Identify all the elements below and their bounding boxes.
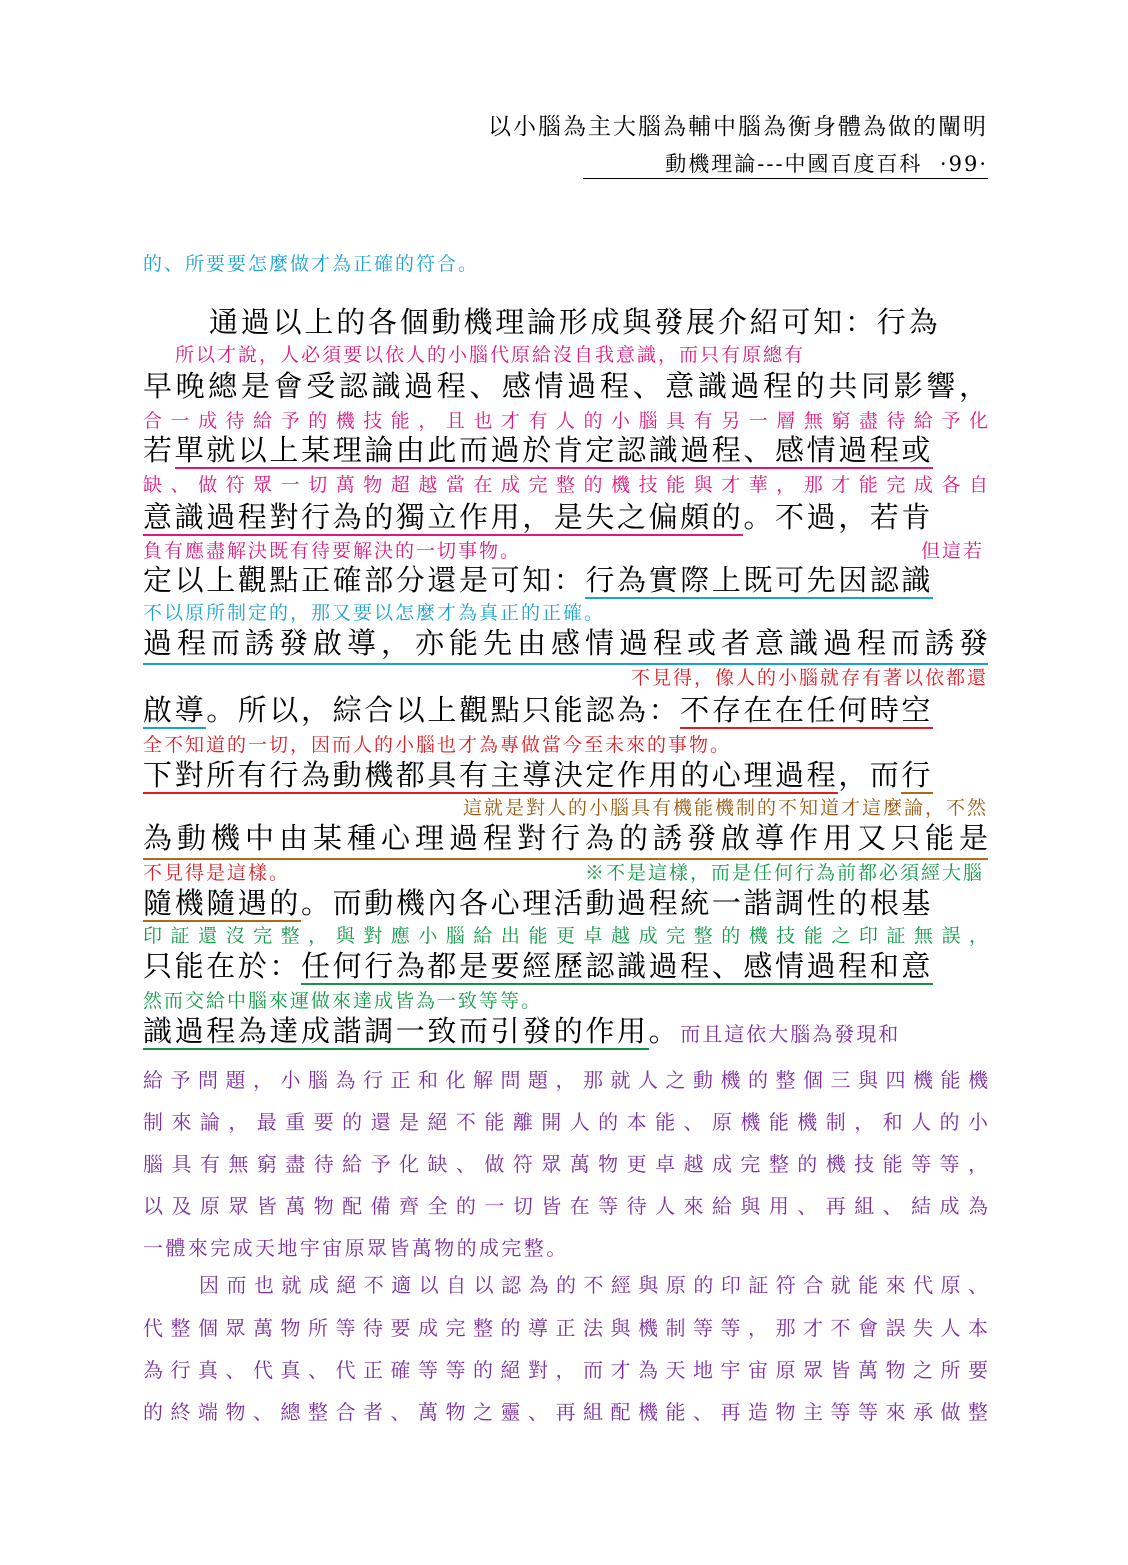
- body-line-3-lead: 若: [143, 433, 175, 467]
- header-rule: [583, 178, 988, 179]
- running-header-subtitle: [665, 148, 988, 178]
- paragraph-1-line: 腦具有無窮盡待給予化缺、做符眾萬物更卓越成完整的機技能等等，: [143, 1152, 988, 1176]
- header-subtitle-text: 動機理論---中國百度百科: [665, 152, 923, 176]
- annotation-line-5-right: 但這若: [920, 540, 984, 562]
- body-line-6-underlined: 過程而誘發啟導，亦能先由感情過程或者意識過程而誘發: [143, 623, 988, 665]
- annotation-line-6: 不以原所制定的，那又要以怎麼才為真正的正確。: [143, 602, 606, 624]
- page-number: ·99·: [939, 152, 988, 176]
- body-line-3-underlined: 單就以上某理論由此而過於肯定認識過程、感情過程或: [174, 433, 934, 467]
- body-line-10: [143, 883, 988, 927]
- running-header-title: 以小腦為主大腦為輔中腦為衡身體為做的闡明: [488, 114, 988, 140]
- body-line-12-underlined: 識過程為達成諧調一致而引發的作用: [143, 1014, 649, 1048]
- body-line-7-middle: 。所以，綜合以上觀點只能認為：: [206, 693, 681, 727]
- body-line-6: [143, 623, 988, 665]
- body-line-5-underlined: 行為實際上既可先因認識: [585, 563, 934, 597]
- body-line-8-underlined: 下對所有行為動機都具有主導決定作用的心理過程: [143, 758, 839, 792]
- body-line-9-underlined: 為動機中由某種心理過程對行為的誘發啟導作用又只能是: [143, 818, 988, 860]
- annotation-line-10-right: ※不是這樣，而是任何行為前都必須經大腦: [584, 862, 984, 884]
- annotation-line-10-left: 不見得是這樣。: [143, 862, 291, 884]
- body-line-8-middle: ，而: [838, 758, 902, 792]
- annotation-line-1: 的、所要要怎麼做才為正確的符合。: [143, 253, 480, 275]
- body-line-10-underlined: 隨機隨遇的: [143, 886, 302, 920]
- body-line-11-lead: 只能在於：: [143, 949, 302, 983]
- body-line-12-tail: 而且這依大腦為發現和: [680, 1022, 901, 1046]
- body-line-5: [143, 560, 988, 604]
- annotation-line-4: 缺、做符眾一切萬物超越當在成完整的機技能與才華，那才能完成各自: [143, 474, 988, 496]
- paragraph-2-line: 為行真、代真、代正確等等的絕對，而才為天地宇宙原眾皆萬物之所要: [143, 1358, 988, 1382]
- body-line-4: [143, 497, 988, 541]
- annotation-line-2: 所以才說，人必須要以依人的小腦代原給沒自我意識，而只有原總有: [175, 344, 806, 366]
- annotation-line-7: 不見得，像人的小腦就存有著以依都還: [630, 667, 988, 689]
- paragraph-2-line: 代整個眾萬物所等待要成完整的導正法與機制等等，那才不會誤失人本: [143, 1316, 988, 1340]
- body-line-11: [143, 946, 988, 990]
- annotation-line-5-left: 負有應盡解決既有待要解決的一切事物。: [143, 540, 522, 562]
- paragraph-2-line: 因而也就成絕不適以自以認為的不經與原的印証符合就能來代原、: [199, 1273, 988, 1297]
- body-line-11-underlined: 任何行為都是要經歷認識過程、感情過程和意: [301, 949, 934, 983]
- annotation-line-3: 合一成待給予的機技能，且也才有人的小腦具有另一層無窮盡待給予化: [143, 410, 988, 432]
- body-line-10-tail: 。而動機內各心理活動過程統一諧調性的根基: [301, 886, 934, 920]
- annotation-line-9: 這就是對人的小腦具有機能機制的不知道才這麼論，不然: [462, 797, 988, 819]
- body-line-12: [143, 1011, 988, 1055]
- body-line-1: 通過以上的各個動機理論形成與發展介紹可知：行為: [209, 305, 941, 339]
- paragraph-2-line: 的終端物、總整合者、萬物之靈、再組配機能、再造物主等等來承做整: [143, 1400, 988, 1424]
- paragraph-1-line: 給予問題，小腦為行正和化解問題，那就人之動機的整個三與四機能機: [143, 1068, 988, 1092]
- body-line-4-underlined: 意識過程對行為的獨立作用，是失之偏頗的: [143, 500, 744, 534]
- body-line-2: 早晚總是會受認識過程、感情過程、意識過程的共同影響，: [143, 369, 988, 403]
- paragraph-1-line: 制來論，最重要的還是絕不能離開人的本能、原機能機制，和人的小: [143, 1110, 988, 1134]
- annotation-line-8: 全不知道的一切，因而人的小腦也才為專做當今至未來的事物。: [143, 734, 732, 756]
- paragraph-1-line: 以及原眾皆萬物配備齊全的一切皆在等待人來給與用、再組、結成為: [143, 1194, 988, 1218]
- body-line-5-lead: 定以上觀點正確部分還是可知：: [143, 563, 586, 597]
- body-line-7: [143, 690, 988, 734]
- body-line-8: [143, 755, 988, 799]
- body-line-12-mark: 。: [648, 1014, 681, 1048]
- body-line-8-underlined-b: 行: [901, 758, 934, 792]
- body-line-7-underlined-a: 啟導: [143, 693, 207, 727]
- paragraph-1-line: 一體來完成天地宇宙原眾皆萬物的成完整。: [143, 1236, 569, 1260]
- body-line-4-tail: 。不過，若肯: [743, 500, 934, 534]
- annotation-line-11: 印証還沒完整，與對應小腦給出能更卓越成完整的機技能之印証無誤，: [143, 925, 988, 947]
- annotation-line-12: 然而交給中腦來運做來達成皆為一致等等。: [143, 990, 543, 1012]
- body-line-9: [143, 818, 988, 862]
- body-line-7-underlined-b: 不存在在任何時空: [680, 693, 934, 727]
- body-line-3: [143, 430, 988, 474]
